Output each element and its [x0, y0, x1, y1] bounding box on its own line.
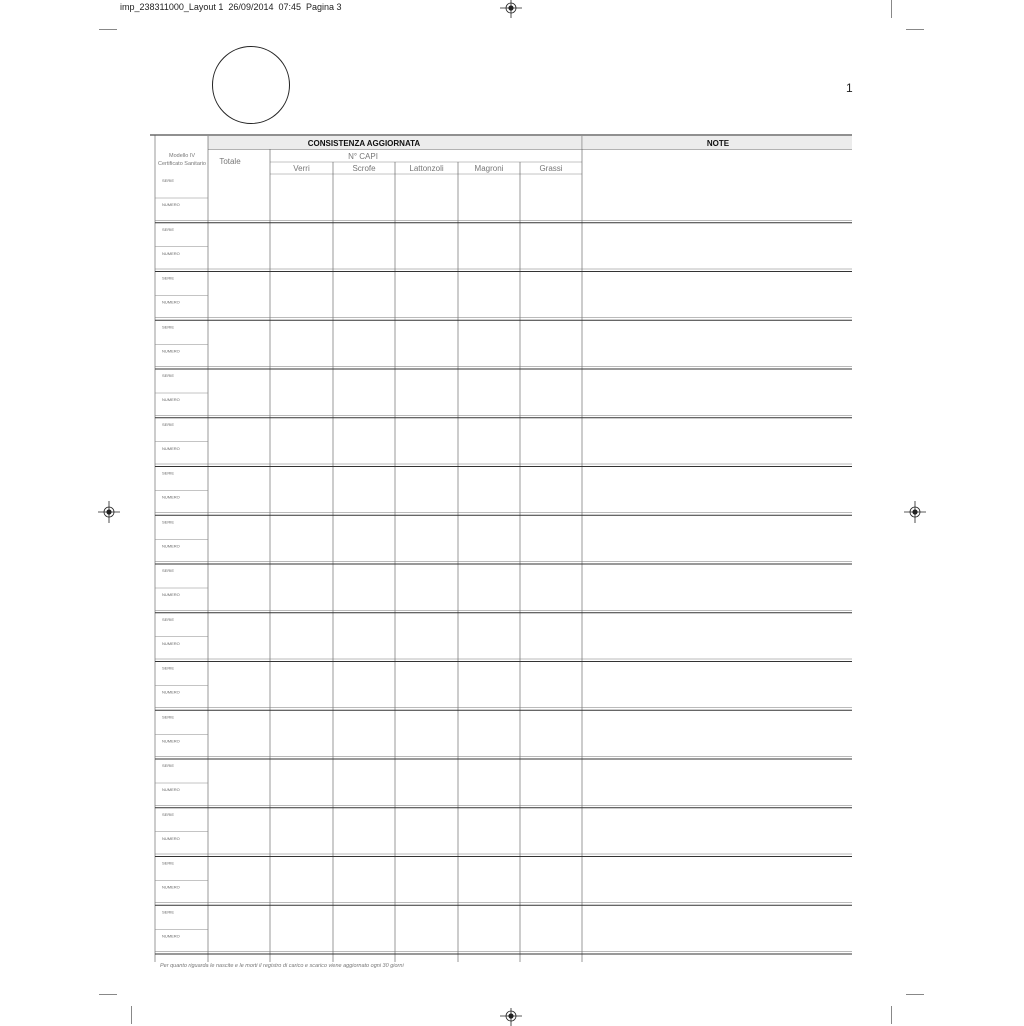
n-capi-label: N° CAPI: [348, 152, 378, 161]
numero-field-label: NUMERO: [162, 299, 180, 305]
serie-field-label: SERIE: [162, 178, 175, 183]
serie-field-label: SERIE: [162, 421, 175, 427]
serie-field-label: SERIE: [162, 470, 175, 476]
column-header-scrofe: Scrofe: [352, 164, 376, 173]
serie-field-label: SERIE: [162, 665, 175, 671]
numero-field-label: NUMERO: [162, 884, 180, 890]
numero-field-label: NUMERO: [162, 640, 180, 646]
numero-field-label: NUMERO: [162, 202, 180, 207]
numero-field-label: NUMERO: [162, 835, 180, 841]
serie-field-label: SERIE: [162, 811, 175, 817]
serie-field-label: SERIE: [162, 568, 175, 573]
numero-field-label: NUMERO: [162, 933, 180, 939]
column-header-grassi: Grassi: [539, 164, 563, 173]
note-header: NOTE: [706, 139, 730, 148]
serie-field-label: SERIE: [162, 226, 175, 232]
numero-field-label: NUMERO: [162, 738, 180, 744]
serie-field-label: SERIE: [162, 860, 175, 866]
numero-field-label: NUMERO: [162, 445, 180, 451]
modello-label: Modello IV: [169, 153, 195, 159]
totale-label: Totale: [219, 157, 241, 166]
consistenza-header: CONSISTENZA AGGIORNATA: [307, 139, 421, 148]
column-header-verri: Verri: [293, 164, 310, 173]
numero-field-label: NUMERO: [162, 543, 180, 549]
serie-field-label: SERIE: [162, 909, 175, 915]
certificato-label: Certificato Sanitario: [158, 161, 206, 167]
serie-field-label: SERIE: [162, 616, 175, 622]
serie-field-label: SERIE: [162, 324, 175, 330]
numero-field-label: NUMERO: [162, 494, 180, 500]
print-slug: imp_238311000_Layout 1 26/09/2014 07:45 Pagina 3: [120, 2, 342, 12]
numero-field-label: NUMERO: [162, 787, 180, 792]
serie-field-label: SERIE: [162, 714, 175, 720]
numero-field-label: NUMERO: [162, 592, 180, 597]
serie-field-label: SERIE: [162, 763, 175, 768]
serie-field-label: SERIE: [162, 519, 175, 525]
numero-field-label: NUMERO: [162, 689, 180, 695]
column-header-magroni: Magroni: [474, 164, 504, 173]
numero-field-label: NUMERO: [162, 397, 180, 402]
page-number: 1: [846, 81, 853, 95]
numero-field-label: NUMERO: [162, 348, 180, 354]
footer-note: Per quanto riguarda le nascite e le morti il registro di carico e scarico viene aggiornato ogni 30 giorni: [160, 963, 404, 969]
numero-field-label: NUMERO: [162, 250, 180, 256]
column-header-lattonzoli: Lattonzoli: [409, 164, 444, 173]
serie-field-label: SERIE: [162, 373, 175, 378]
serie-field-label: SERIE: [162, 275, 175, 281]
